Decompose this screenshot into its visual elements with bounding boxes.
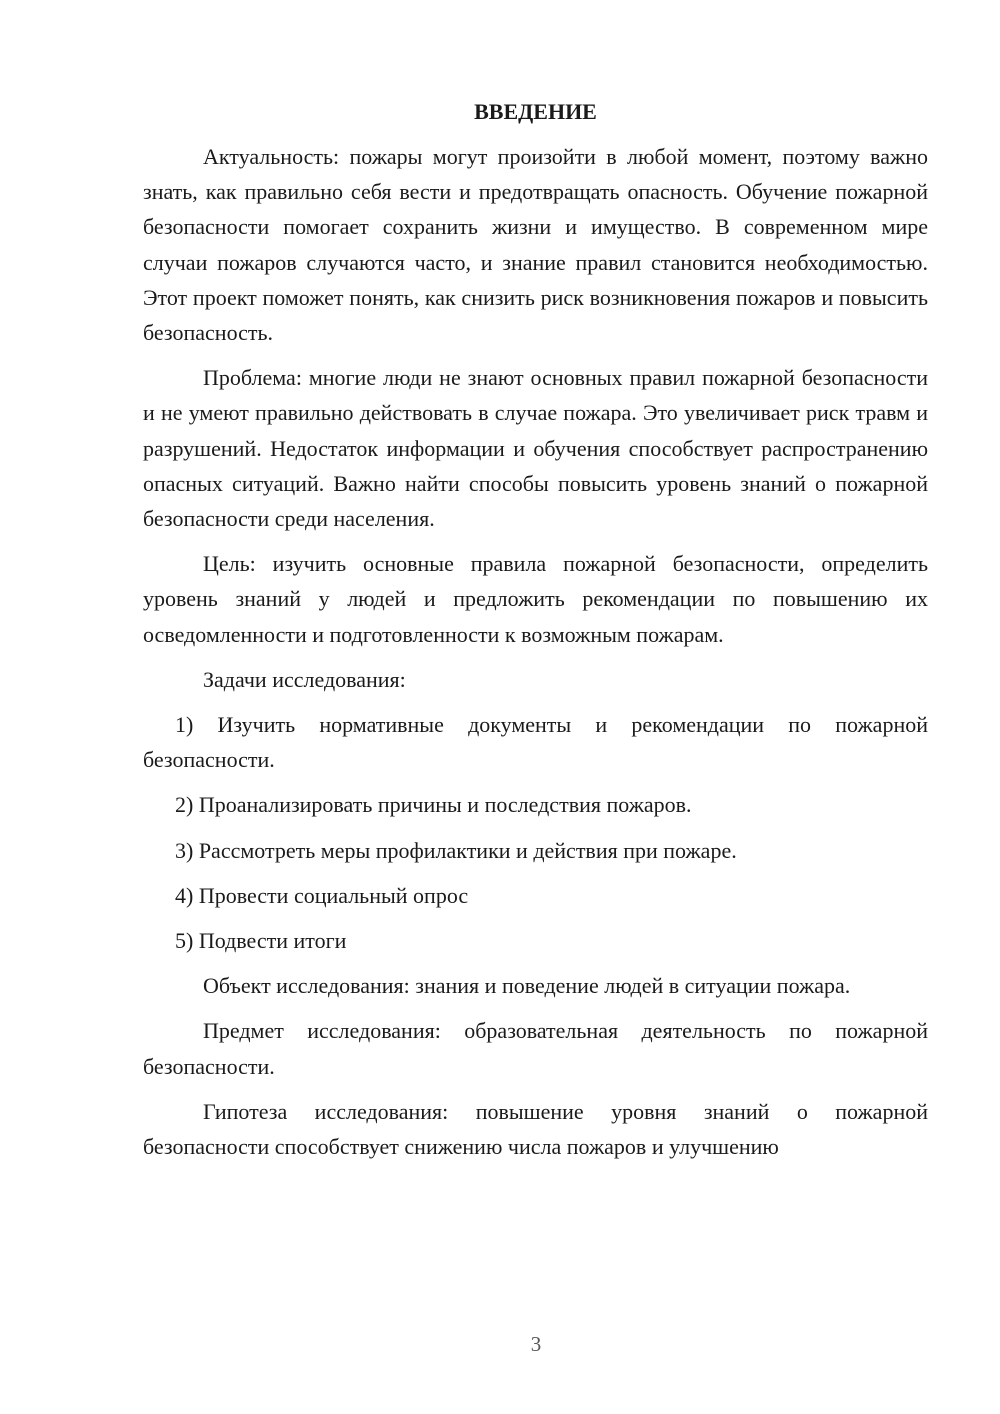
section-title: ВВЕДЕНИЕ (474, 99, 597, 124)
page-number: 3 (530, 1332, 542, 1356)
task-item: 4) Провести социальный опрос (175, 882, 469, 908)
task-item: 1) Изучить нормативные документы и рекомендации по пожарной безопасности. (143, 712, 928, 773)
paragraph-goal: Цель: изучить основные правила пожарной безопасности, определить уровень знаний у людей и предложить рекомендации по повышению их осведомленности и подготовленности к возможным пожарам. (143, 551, 928, 647)
paragraph-problem: Проблема: многие люди не знают основных правил пожарной безопасности и не умеют правильно действовать в случае пожара. Это увеличивает риск травм и разрушений. Недостаток информации и обучения способствует распространению опасных ситуаций. Важно найти способы повысить уровень знаний о пожарной безопасности среди населения. (143, 365, 928, 532)
paragraph-subject: Предмет исследования: образовательная деятельность по пожарной безопасности. (143, 1018, 928, 1079)
task-item: 2) Проанализировать причины и последствия пожаров. (175, 792, 692, 818)
paragraph-relevance: Актуальность: пожары могут произойти в любой момент, поэтому важно знать, как правильно себя вести и предотвращать опасность. Обучение пожарной безопасности помогает сохранить жизни и имущество. В современном мире случаи пожаров случаются часто, и знание правил становится необходимостью. Этот проект поможет понять, как снизить риск возникновения пожаров и повысить безопасность. (143, 144, 928, 346)
paragraph-object: Объект исследования: знания и поведение людей в ситуации пожара. (203, 973, 851, 999)
task-item: 3) Рассмотреть меры профилактики и действия при пожаре. (175, 837, 737, 863)
paragraph-tasks-heading: Задачи исследования: (203, 666, 406, 692)
task-item: 5) Подвести итоги (175, 928, 347, 954)
document-page (143, 94, 928, 1174)
paragraph-hypothesis: Гипотеза исследования: повышение уровня знаний о пожарной безопасности способствует снижению числа пожаров и улучшению (143, 1098, 928, 1160)
